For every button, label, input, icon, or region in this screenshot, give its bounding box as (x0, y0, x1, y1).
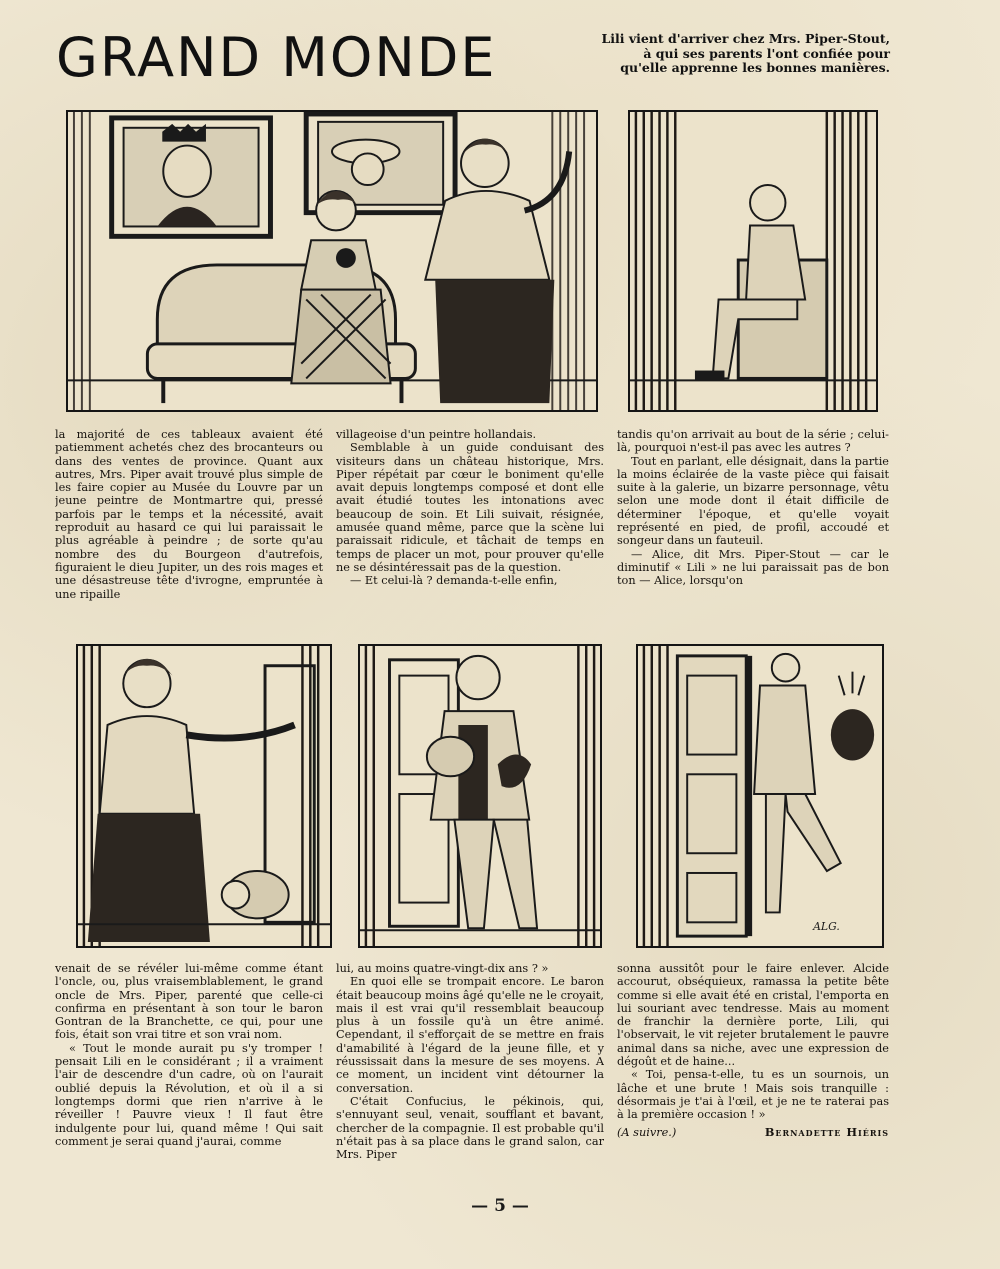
comic-panel-doorway (636, 644, 884, 948)
comic-panel-old-man (628, 110, 878, 412)
illustration-alcide (360, 646, 600, 946)
paragraph: tandis qu'on arrivait au bout de la série ; celui-là, pourquoi n'est-il pas avec les autres ? (617, 428, 889, 455)
paragraph: Semblable à un guide conduisant des visiteurs dans un château historique, Mrs. Piper répétait par cœur le boniment qu'elle avait depuis longtemps composé et dont elle avait étudié toutes les intonations avec beaucoup de soin. Et Lili suivait, résignée, amusée quand même, parce que la scène lui paraissait ridicule, et tâchait de temps en temps de placer un mot, pour prouver qu'elle ne se désintéressait pas de la question. (336, 441, 604, 574)
intro-line: qu'elle apprenne les bonnes manières. (620, 60, 890, 75)
illustration-doorway (638, 646, 882, 946)
paragraph: venait de se révéler lui-même comme étant l'oncle, ou, plus vraisemblablement, le grand oncle de Mrs. Piper, parenté que celle-ci confirma en présentant à son tour le baron Gontran de la Branchette, ce qui, pour une fois, était son vrai titre et son vrai nom. (55, 962, 323, 1042)
text-column-top-1 (55, 428, 323, 618)
paragraph: lui, au moins quatre-vingt-dix ans ? » (336, 962, 549, 975)
intro-line: Lili vient d'arriver chez Mrs. Piper-Stout, (601, 31, 890, 46)
text-column-top-2 (336, 428, 604, 618)
comic-panel-dog (76, 644, 332, 948)
paragraph: « Toi, pensa-t-elle, tu es un sournois, un lâche et une brute ! Mais sois tranquille : désormais je t'ai à l'œil, et je ne te raterai pas à la première occasion ! » (617, 1068, 889, 1122)
text-column-top-3 (617, 428, 889, 618)
page-title: GRAND MONDE (56, 26, 497, 89)
text-column-bottom-2 (336, 962, 604, 1188)
comic-panel-alcide (358, 644, 602, 948)
intro-text (572, 32, 890, 76)
author-name: Bernadette Hiéris (764, 1124, 889, 1139)
illustration-mrs-piper-dog (78, 646, 330, 946)
signature-line (617, 1126, 889, 1139)
to-be-continued: (A suivre.) (617, 1125, 677, 1139)
illustration-signature: ALG. (813, 920, 840, 934)
comic-panel-salon (66, 110, 598, 412)
page-number: — 5 — (471, 1196, 529, 1216)
paragraph: villageoise d'un peintre hollandais. (336, 428, 537, 441)
paragraph: « Tout le monde aurait pu s'y tromper ! pensait Lili en le considérant ; il a vraiment l'air de descendre d'un cadre, où on l'aurait oublié depuis la Révolution, et où il a si longtemps dormi que rien n'arrive à le réveiller ! Pauvre vieux ! Il faut être indulgente pour lui, quand même ! Qui sait comment je serai quand j'aurai, comme (55, 1041, 323, 1148)
illustration-old-man (630, 112, 876, 410)
paragraph: Tout en parlant, elle désignait, dans la partie la moins éclairée de la vaste pièce qui faisait suite à la galerie, un bizarre personnage, vêtu selon une mode dont il était difficile de déterminer l'époque, et qu'elle voyait représenté en pied, de profil, accoudé et songeur dans un fauteuil. (617, 454, 889, 548)
text-column-bottom-1 (55, 962, 323, 1188)
paragraph: C'était Confucius, le pékinois, qui, s'ennuyant seul, venait, soufflant et bavant, chercher de la compagnie. Il est probable qu'il n'était pas à sa place dans le grand salon, car Mrs. Piper (336, 1094, 604, 1162)
paragraph: En quoi elle se trompait encore. Le baron était beaucoup moins âgé qu'elle ne le croyait, mais il est vrai qu'il ressemblait beaucoup plus à un fossile qu'à un être animé. Cependant, il s'efforçait de se mettre en frais d'amabilité à l'égard de la jeune fille, et y réussissait dans la mesure de ses moyens. A ce moment, un incident vint détourner la conversation. (336, 975, 604, 1095)
paragraph: sonna aussitôt pour le faire enlever. Alcide accourut, obséquieux, ramassa la petite bête comme si elle avait été en cristal, l'emporta en lui souriant avec tendresse. Mais au moment de franchir la dernière porte, Lili, qui l'observait, le vit rejeter brutalement le pauvre animal dans sa niche, avec une expression de dégoût et de haine... (617, 962, 889, 1069)
paragraph: — Et celui-là ? demanda-t-elle enfin, (350, 574, 558, 588)
paragraph: — Alice, dit Mrs. Piper-Stout — car le diminutif « Lili » ne lui paraissait pas de bon ton — Alice, lorsqu'on (617, 547, 889, 588)
paragraph: la majorité de ces tableaux avaient été patiemment achetés chez des brocanteurs ou dans des ventes de province. Quant aux autres, Mrs. Piper avait trouvé plus simple de les faire copier au Musée du Louvre par un jeune peintre de Montmartre qui, pressé parfois par le temps et la nécessité, avait reproduit au hasard ce qui lui paraissait le plus agréable à peindre ; de sorte qu'au nombre des du Bourgeon d'autrefois, figuraient le dieu Jupiter, un des rois mages et une désastreuse tête d'ivrogne, empruntée à une ripaille (55, 428, 323, 601)
intro-line: à qui ses parents l'ont confiée pour (643, 45, 890, 61)
illustration-salon (68, 112, 596, 410)
text-column-bottom-3 (617, 962, 889, 1188)
